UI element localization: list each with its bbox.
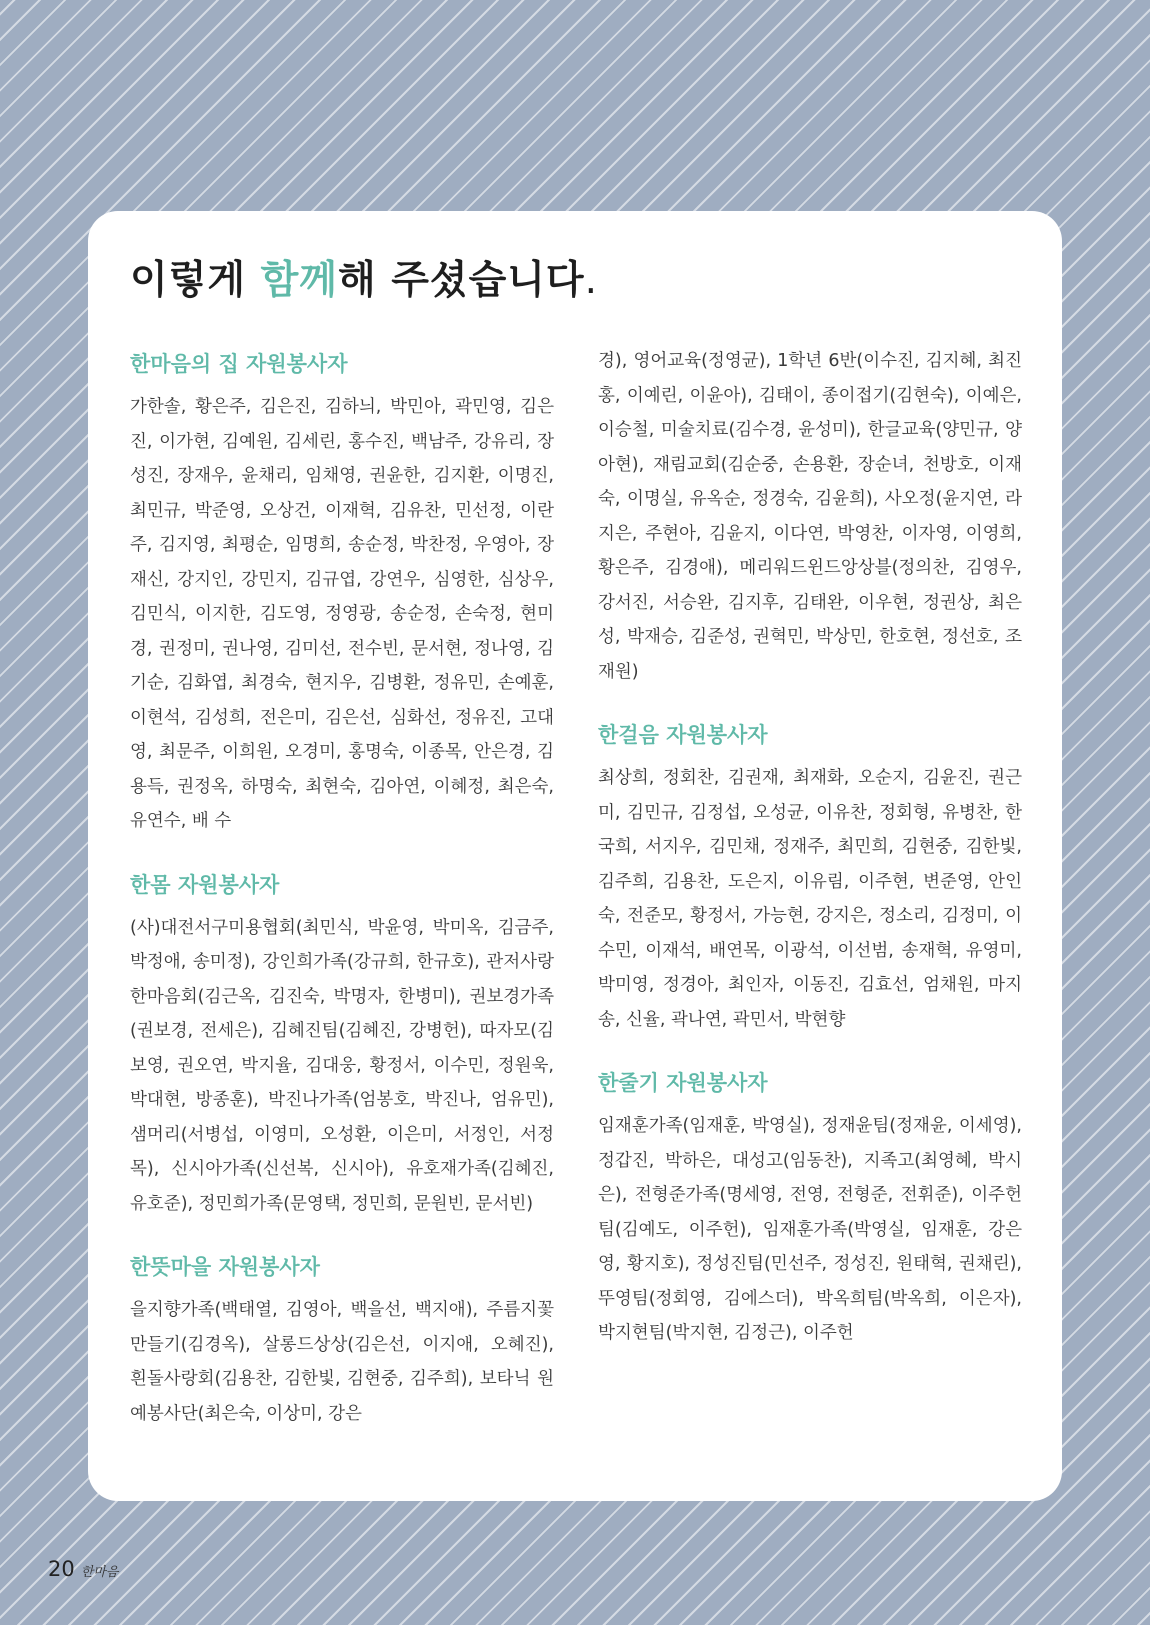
section-heading: 한몸 자원봉사자 bbox=[130, 872, 280, 897]
left-column bbox=[130, 348, 554, 1461]
two-column-body bbox=[130, 348, 1022, 1461]
page-title bbox=[130, 251, 1022, 311]
section-hanmom bbox=[130, 869, 554, 1222]
title-suffix: 해 주셨습니다 bbox=[337, 258, 585, 303]
section-hangeoleum bbox=[598, 719, 1022, 1037]
title-period: . bbox=[584, 258, 598, 303]
content-card bbox=[88, 211, 1062, 1501]
volunteer-list-continued: 경), 영어교육(정영균), 1학년 6반(이수진, 김지혜, 최진홍, 이예린, 이윤아), 김태이, 종이접기(김현숙), 이예은, 이승철, 미술치료(김수경, 윤성미), 한글교육(양민규, 양아현), 재림교회(김순중, 손용환, 장순녀, 천방호, 이재숙, 이명실, 유옥순, 정경숙, 김윤희), 사오정(윤지연, 라지은, 주현아, 김윤지, 이다연, 박영찬, 이자영, 이영희, 황은주, 김경애), 메리워드윈드앙상블(정의찬, 김영우, 강서진, 서승완, 김지후, 김태완, 이우현, 정권상, 최은성, 박재승, 김준성, 권혁민, 박상민, 한호현, 정선호, 조재원) bbox=[598, 351, 1022, 682]
section-heading: 한걸음 자원봉사자 bbox=[598, 723, 768, 747]
title-accent-word: 함께 bbox=[260, 258, 338, 303]
volunteer-list: 임재훈가족(임재훈, 박영실), 정재윤팀(정재윤, 이세영), 정갑진, 박하은, 대성고(임동찬), 지족고(최영혜, 박시은), 전형준가족(명세영, 전영, 전형준, 전휘준), 이주헌팀(김예도, 이주헌), 임재훈가족(박영실, 임재훈, 강은영, 황지호), 정성진팀(민선주, 정성진, 원태혁, 권채린), 뚜영팀(정회영, 김에스더), 박옥희팀(박옥희, 이은자), 박지현팀(박지현, 김정근), 이주헌 bbox=[598, 1116, 1022, 1343]
right-column bbox=[598, 348, 1022, 1461]
magazine-logo: 한마음 bbox=[80, 1565, 119, 1580]
section-heading: 한마음의 집 자원봉사자 bbox=[130, 352, 348, 376]
section-hantteut-village-continued bbox=[598, 344, 1022, 689]
page-footer bbox=[48, 1557, 118, 1581]
volunteer-list: 가한솔, 황은주, 김은진, 김하늬, 박민아, 곽민영, 김은진, 이가현, 김예원, 김세린, 홍수진, 백남주, 강유리, 장성진, 장재우, 윤채리, 임채영, 권윤한, 김지환, 이명진, 최민규, 박준영, 오상건, 이재혁, 김유찬, 민선정, 이란주, 김지영, 최평순, 임명희, 송순정, 박찬정, 우영아, 장재신, 강지인, 강민지, 김규엽, 강연우, 심영한, 심상우, 김민식, 이지한, 김도영, 정영광, 송순정, 손숙정, 현미경, 권정미, 권나영, 김미선, 전수빈, 문서현, 정나영, 김기순, 김화엽, 최경숙, 현지우, 김병환, 정유민, 손예훈, 이현석, 김성희, 전은미, 김은선, 심화선, 정유진, 고대영, 최문주, 이희원, 오경미, 홍명숙, 이종목, 안은경, 김용득, 권정옥, 하명숙, 최현숙, 김아연, 이혜정, 최은숙, 유연수, 배 수 bbox=[130, 397, 554, 831]
section-hantteut-village bbox=[130, 1251, 554, 1431]
title-prefix: 이렇게 bbox=[130, 258, 261, 303]
volunteer-list: 최상희, 정회찬, 김권재, 최재화, 오순지, 김윤진, 권근미, 김민규, 김정섭, 오성균, 이유찬, 정회형, 유병찬, 한국희, 서지우, 김민채, 정재주, 최민희, 김현중, 김한빛, 김주희, 김용찬, 도은지, 이유림, 이주현, 변준영, 안인숙, 전준모, 황정서, 가능현, 강지은, 정소리, 김정미, 이수민, 이재석, 배연목, 이광석, 이선범, 송재혁, 유영미, 박미영, 정경아, 최인자, 이동진, 김효선, 엄채원, 마지송, 신율, 곽나연, 곽민서, 박현향 bbox=[598, 768, 1022, 1030]
volunteer-list: 을지향가족(백태열, 김영아, 백을선, 백지애), 주름지꽃 만들기(김경옥), 살롱드상상(김은선, 이지애, 오혜진), 흰돌사랑회(김용찬, 김한빛, 김현중, 김주희), 보타닉 원예봉사단(최은숙, 이상미, 강은 bbox=[130, 1300, 554, 1424]
section-heading: 한줄기 자원봉사자 bbox=[598, 1071, 768, 1095]
page-number: 20 bbox=[48, 1557, 75, 1581]
section-hanmaeum-house bbox=[130, 348, 554, 839]
volunteer-list: (사)대전서구미용협회(최민식, 박윤영, 박미옥, 김금주, 박정애, 송미정), 강인희가족(강규희, 한규호), 관저사랑한마음회(김근옥, 김진숙, 박명자, 한병미), 권보경가족(권보경, 전세은), 김혜진팀(김혜진, 강병헌), 따자모(김보영, 권오연, 박지율, 김대웅, 황정서, 이수민, 정원욱, 박대현, 방종훈), 박진나가족(엄봉호, 박진나, 엄유민), 샘머리(서병섭, 이영미, 오성환, 이은미, 서정인, 서정목), 신시아가족(신선복, 신시아), 유호재가족(김혜진, 유호준), 정민희가족(문영택, 정민희, 문원빈, 문서빈) bbox=[130, 917, 554, 1214]
section-hanjulgi bbox=[598, 1067, 1022, 1351]
section-heading: 한뜻마을 자원봉사자 bbox=[130, 1255, 320, 1279]
